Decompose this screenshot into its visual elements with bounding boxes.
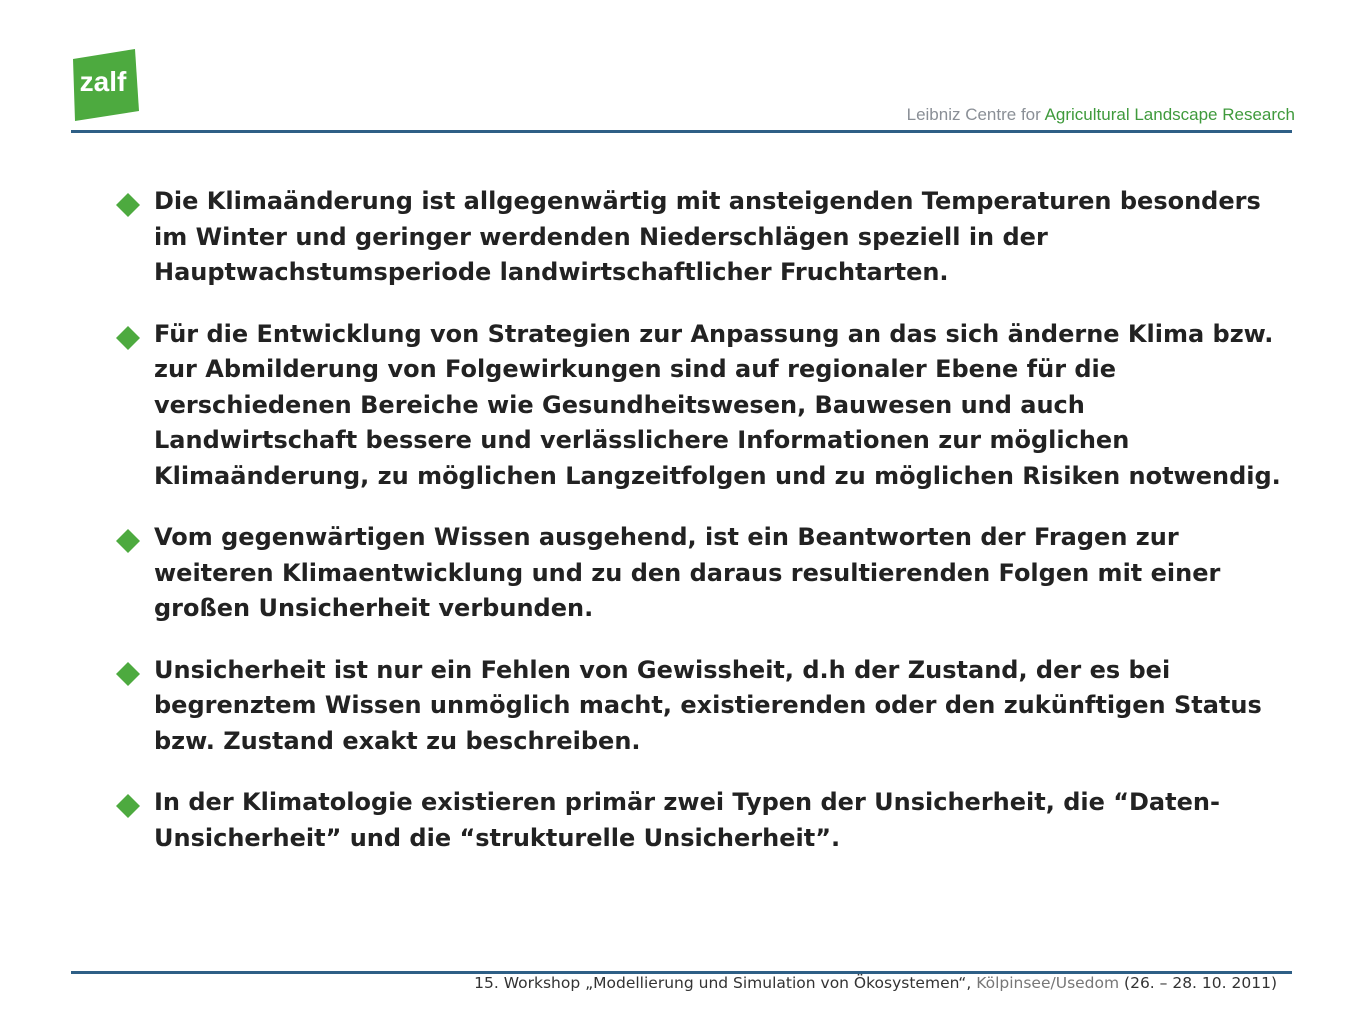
- footer-workshop: 15. Workshop „Modellierung und Simulation von Ökosystemen“,: [474, 974, 977, 992]
- bullet-item: [113, 785, 1283, 856]
- bullet-text: Für die Entwicklung von Strategien zur Anpassung an das sich änderne Klima bzw. zur Abmilderung von Folgewirkungen sind auf regionaler Ebene für die verschiedenen Bereiche wie Gesundheitswesen, Bauwesen und auch Landwirtschaft bessere und verlässlichere Informationen zur möglichen Klimaänderung, zu möglichen Langzeitfolgen und zu möglichen Risiken notwendig.: [154, 319, 1281, 490]
- green-diamond-icon: [116, 662, 140, 686]
- bullet-text: Die Klimaänderung ist allgegenwärtig mit ansteigenden Temperaturen besonders im Winter und geringer werdenden Niederschlägen speziell in der Hauptwachstumsperiode landwirtschaftlicher Fruchtarten.: [154, 187, 1261, 286]
- green-diamond-icon: [116, 326, 140, 350]
- footer-dates: (26. – 28. 10. 2011): [1119, 974, 1277, 992]
- bullet-item: [113, 184, 1283, 291]
- bullet-item: [113, 653, 1283, 760]
- bullet-text: Vom gegenwärtigen Wissen ausgehend, ist ein Beantworten der Fragen zur weiteren Klimaentwicklung und zu den daraus resultierenden Folgen mit einer großen Unsicherheit verbunden.: [154, 523, 1221, 622]
- institute-accent: Agricultural Landscape Research: [1044, 105, 1295, 124]
- bullet-item: [113, 520, 1283, 627]
- footer-location: Kölpinsee/Usedom: [976, 974, 1120, 992]
- green-diamond-icon: [116, 529, 140, 553]
- green-diamond-icon: [116, 794, 140, 818]
- header-rule: [71, 130, 1292, 133]
- institute-name: [907, 105, 1295, 125]
- bullet-list: [113, 184, 1283, 882]
- bullet-text: In der Klimatologie existieren primär zwei Typen der Unsicherheit, die “Daten-Unsicherheit” und die “strukturelle Unsicherheit”.: [154, 788, 1220, 852]
- green-diamond-icon: [116, 193, 140, 217]
- institute-prefix: Leibniz Centre for: [906, 105, 1045, 124]
- bullet-item: [113, 317, 1283, 495]
- bullet-text: Unsicherheit ist nur ein Fehlen von Gewissheit, d.h der Zustand, der es bei begrenztem Wissen unmöglich macht, existierenden oder den zukünftigen Status bzw. Zustand exakt zu beschreiben.: [154, 655, 1262, 755]
- zalf-logo: [69, 49, 139, 121]
- logo-text: zalf: [79, 66, 127, 97]
- footer-text: [474, 974, 1277, 992]
